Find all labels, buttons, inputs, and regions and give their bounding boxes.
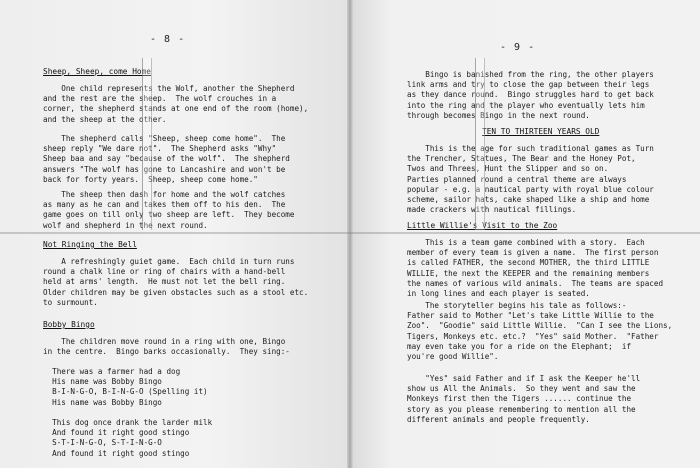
song-verse: There was a farmer had a dog His name was Bobby Bingo B-I-N-G-O, B-I-N-G-O (Spelling it) His name was Bobby Bingo xyxy=(52,367,208,407)
heading-sheep-sheep-come-home: Sheep, Sheep, come Home xyxy=(43,67,151,76)
page-number-right: - 9 - xyxy=(500,42,536,53)
paragraph: This is the age for such traditional games as Turn the Trencher, Statues, The Bear and the Honey Pot, Twos and Threes, Hunt the Slipper and so on. Parties planned round a central theme are always popular - e.g. a nautical party with royal blue colour scheme, sailor hats, cake shaped like a ship and home made crackers with nautical fillings. xyxy=(407,144,654,215)
heading-not-ringing-the-bell: Not Ringing the Bell xyxy=(43,240,137,249)
paragraph: One child represents the Wolf, another the Shepherd and the rest are the sheep. The wolf crouches in a corner, the shepherd stands at one end of the room (home), and the sheep at the other. xyxy=(43,84,309,124)
paragraph: "Yes" said Father and if I ask the Keeper he'll show us All the Animals. So they went and saw the Monkeys first then the Tigers ...... continue the story as you please remembering to mention all the different animals and people frequently. xyxy=(407,374,641,424)
page-number-left: - 8 - xyxy=(150,34,186,45)
tape-strip xyxy=(142,58,152,230)
heading-ten-to-thirteen: TEN TO THIRTEEN YEARS OLD xyxy=(482,127,600,136)
page-fold-line xyxy=(0,232,700,234)
paragraph: The storyteller begins his tale as follows:- Father said to Mother "Let's take Little Willie to the Zoo". "Goodie" said Little Willie. "Can I see the Lions, Tigers, Monkeys etc. etc.? "Yes" said Mother. "Father may even take you for a ride on the Elephant; if you're good Willie". xyxy=(407,301,673,362)
right-page xyxy=(350,0,700,468)
heading-little-willies-visit: Little Willie's Visit to the Zoo xyxy=(407,221,558,230)
binding-gutter xyxy=(347,0,353,468)
paragraph: The shepherd calls "Sheep, sheep come home". The sheep reply "We dare not". The Shepherd asks "Why" Sheep baa and say "because of the wolf". The shepherd answers "The wolf has gone to Lancashire and won't be back for forty years. Sheep, sheep come home." xyxy=(43,134,290,184)
paragraph: The sheep then dash for home and the wolf catches as many as he can and takes them off to his den. The game goes on till only two sheep are left. They become wolf and shepherd in the next round. xyxy=(43,190,295,230)
tape-strip xyxy=(475,58,485,230)
paragraph: A refreshingly guiet game. Each child in turn runs round a chalk line or ring of chairs with a hand-bell held at arms' length. He must not let the bell ring. Older children may be given obstacles such as a stool etc. to surmount. xyxy=(43,257,309,307)
song-verse: This dog once drank the larder milk And found it right good stingo S-T-I-N-G-O, S-T-I-N-G-O And found it right good stingo xyxy=(52,418,213,458)
paragraph: This is a team game combined with a story. Each member of every team is given a name. The first person is called FATHER, the second MOTHER, the third LITTLE WILLIE, the next the KEEPER and the remaining members the names of various wild animals. The teams are spaced in long lines and each player is seated. xyxy=(407,238,664,299)
paragraph: The children move round in a ring with one, Bingo in the centre. Bingo barks occasionally. They sing:- xyxy=(43,337,290,357)
paragraph: Bingo is banished from the ring, the other players link arms and try to close the gap between their legs as they dance round. Bingo struggles hard to get back into the ring and the player who eventually lets him through becomes Bingo in the next round. xyxy=(407,70,654,120)
heading-bobby-bingo: Bobby Bingo xyxy=(43,320,95,329)
